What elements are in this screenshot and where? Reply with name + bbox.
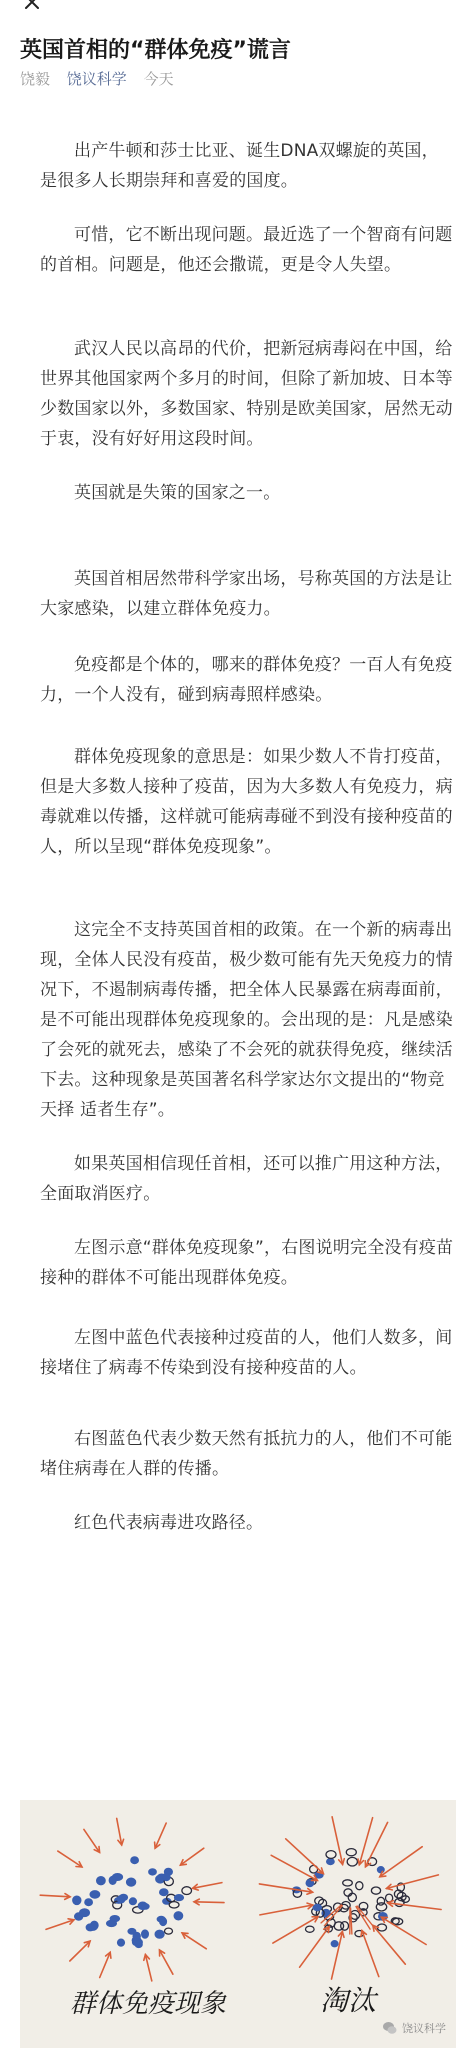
- left-caption: 群体免疫现象: [70, 1989, 227, 2019]
- left-cluster-immune-person: [141, 1930, 148, 1939]
- left-cluster-immune-person: [85, 1899, 93, 1906]
- watermark-text: 饶议科学: [402, 2022, 446, 2035]
- article-paragraph: 右图蓝色代表少数天然有抵抗力的人，他们不可能堵住病毒在人群的传播。: [40, 1429, 453, 1479]
- article-paragraph: 可惜，它不断出现问题。最近选了一个智商有问题的首相。问题是，他还会撒谎，更是令人失望。: [40, 225, 453, 275]
- left-cluster-virus-arrow: [155, 1823, 166, 1848]
- article-paragraph: 群体免疫现象的意思是：如果少数人不肯打疫苗，但是大多数人接种了疫苗，因为大多数人有免疫力，病毒就难以传播，这样就可能病毒碰不到没有接种疫苗的人，所以呈现“群体免疫现象”。: [40, 747, 453, 857]
- left-cluster-virus-arrow: [40, 1895, 70, 1897]
- left-cluster-immune-person: [163, 1873, 171, 1880]
- illustration-figure: [20, 1800, 456, 2048]
- right-cluster-susceptible-person: [306, 1926, 315, 1932]
- right-cluster-immune-person: [313, 1904, 322, 1911]
- article-paragraph: 英国就是失策的国家之一。: [74, 483, 281, 503]
- left-cluster-immune-person: [126, 1878, 136, 1886]
- article-paragraph: 左图示意“群体免疫现象”，右图说明完全没有疫苗接种的群体不可能出现群体免疫。: [40, 1238, 454, 1288]
- article-paragraph: 英国首相居然带科学家出场，号称英国的方法是让大家感染，以建立群体免疫力。: [40, 569, 453, 619]
- left-cluster-immune-person: [73, 1896, 82, 1905]
- article-paragraph: 武汉人民以高昂的代价，把新冠病毒闷在中国，给世界其他国家两个多月的时间，但除了新加坡、日本等少数国家以外，多数国家、特别是欧美国家，居然无动于衷，没有好好用这段时间。: [40, 339, 453, 449]
- left-cluster-immune-person: [110, 1915, 120, 1921]
- left-cluster-virus-arrow: [182, 1933, 206, 1949]
- left-cluster-immune-person: [174, 1894, 183, 1900]
- left-cluster-virus-arrow: [84, 1829, 100, 1852]
- right-cluster-virus-arrow: [362, 1931, 379, 1977]
- right-cluster-immune-person: [377, 1866, 384, 1873]
- left-cluster-immune-person: [157, 1916, 165, 1922]
- left-cluster-immune-person: [117, 1939, 124, 1946]
- right-cluster-susceptible-person: [326, 1851, 336, 1859]
- right-cluster-virus-arrow: [273, 1917, 318, 1944]
- left-cluster-virus-arrow: [160, 1950, 173, 1974]
- article-paragraph: 左图中蓝色代表接种过疫苗的人，他们人数多，间接堵住了病毒不传染到没有接种疫苗的人。: [40, 1328, 453, 1378]
- close-icon[interactable]: [24, 0, 40, 10]
- right-cluster-susceptible-person: [371, 1887, 380, 1894]
- left-cluster-immune-person: [109, 1876, 116, 1884]
- left-cluster-virus-arrow: [58, 1851, 82, 1867]
- herd-immunity-drawing: [20, 1800, 456, 2048]
- right-cluster-virus-arrow: [373, 1925, 406, 1964]
- article-paragraph: 出产牛顿和莎士比亚、诞生DNA双螺旋的英国，是很多人长期崇拜和喜爱的国度。: [40, 141, 439, 191]
- left-cluster-immune-person: [141, 1903, 149, 1909]
- left-cluster-susceptible-person: [182, 1887, 192, 1895]
- left-cluster-immune-person: [96, 1876, 105, 1885]
- author-name[interactable]: 饶毅: [20, 70, 51, 88]
- article-meta: [20, 68, 186, 90]
- right-cluster-immune-person: [326, 1858, 334, 1864]
- top-bar: [0, 0, 476, 14]
- left-cluster-virus-arrow: [70, 1941, 90, 1961]
- account-name-link[interactable]: 饶议科学: [66, 70, 127, 88]
- article-paragraph: 免疫都是个体的，哪来的群体免疫？一百人有免疫力，一个人没有，碰到病毒照样感染。: [40, 655, 453, 705]
- left-cluster-immune-person: [149, 1869, 157, 1876]
- left-cluster-immune-person: [155, 1930, 164, 1938]
- watermark: [382, 2018, 446, 2038]
- publish-time: 今天: [143, 70, 174, 88]
- right-cluster-virus-arrow: [380, 1847, 422, 1877]
- left-cluster-immune-person: [159, 1889, 168, 1896]
- right-cluster-virus-arrow: [332, 1932, 343, 1980]
- right-cluster-virus-arrow: [259, 1884, 312, 1892]
- left-cluster-virus-arrow: [194, 1902, 224, 1903]
- right-cluster-virus-arrow: [286, 1839, 324, 1874]
- left-cluster-susceptible-person: [165, 1928, 173, 1934]
- right-cluster-susceptible-person: [347, 1857, 357, 1866]
- right-cluster-virus-arrow: [387, 1875, 439, 1889]
- left-cluster-susceptible-person: [169, 1902, 179, 1908]
- right-cluster-virus-arrow: [388, 1903, 442, 1910]
- right-cluster-virus-arrow: [260, 1905, 313, 1915]
- left-cluster-immune-person: [131, 1857, 139, 1864]
- left-cluster-immune-person: [79, 1909, 89, 1917]
- right-cluster-susceptible-person: [346, 1849, 356, 1856]
- right-cluster-immune-person: [331, 1940, 338, 1947]
- left-cluster-immune-person: [128, 1928, 136, 1934]
- right-cluster-virus-arrow: [271, 1855, 317, 1880]
- left-cluster-immune-person: [90, 1891, 100, 1899]
- article-paragraph: 这完全不支持英国首相的政策。在一个新的病毒出现，全体人民没有疫苗，极少数可能有先天免疫力的情况下，不遏制病毒传播，把全体人民暴露在病毒面前，是不可能出现群体免疫现象的。会出现的是：凡是感染了会死的就死去，感染了不会死的就获得免疫，继续活下去。这种现象是英国著名科学家达尔文提出的“物竞天择 适者生存”。: [40, 920, 453, 1120]
- left-cluster-immune-person: [129, 1898, 136, 1905]
- article-paragraph: 如果英国相信现任首相，还可以推广用这种方法，全面取消医疗。: [40, 1154, 453, 1204]
- left-cluster-immune-person: [117, 1895, 125, 1903]
- left-cluster-virus-arrow: [180, 1848, 203, 1865]
- left-cluster-immune-person: [132, 1938, 142, 1946]
- right-cluster-virus-arrow: [300, 1927, 330, 1968]
- left-cluster-immune-person: [174, 1912, 183, 1921]
- left-cluster-immune-person: [86, 1924, 94, 1931]
- right-cluster-virus-arrow: [381, 1917, 426, 1944]
- right-cluster-susceptible-person: [343, 1880, 353, 1886]
- right-cluster-susceptible-person: [356, 1882, 363, 1890]
- article-paragraph: 红色代表病毒进攻路径。: [74, 1513, 264, 1533]
- right-cluster-susceptible-person: [377, 1897, 384, 1905]
- article-title: 英国首相的“群体免疫”谎言: [20, 37, 291, 63]
- right-cluster-susceptible-person: [344, 1889, 352, 1896]
- wechat-icon: [382, 2020, 398, 2036]
- right-caption: 淘汰: [320, 1984, 377, 2017]
